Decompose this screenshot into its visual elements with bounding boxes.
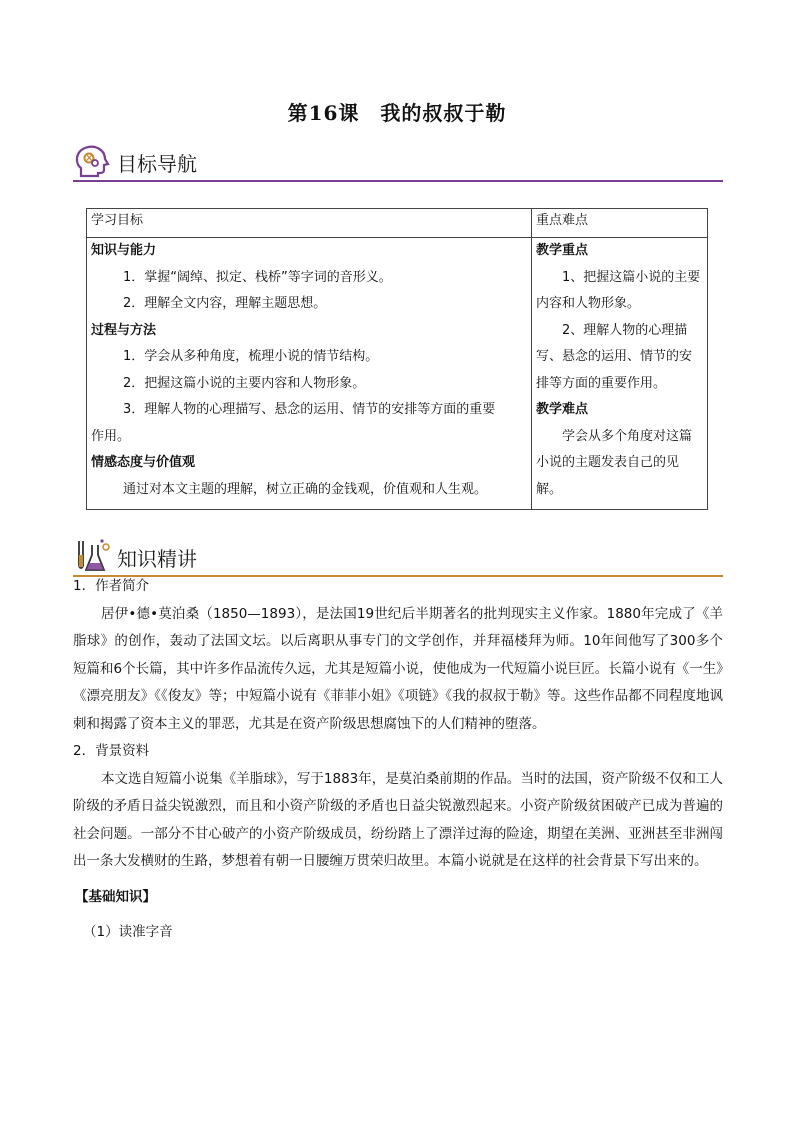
col-header-focus: 重点难点 [532, 209, 708, 238]
goal-item: 3．理解人物的心理描写、悬念的运用、情节的安排等方面的重要 [123, 402, 496, 417]
subheading-difficulties: 教学难点 [536, 402, 589, 417]
goal-item: 2．理解全文内容，理解主题思想。 [123, 296, 327, 311]
focus-item: 1、把握这篇小说的主要内容和人物形象。 [536, 269, 701, 311]
goal-item: 通过对本文主题的理解，树立正确的金钱观，价值观和人生观。 [123, 481, 488, 497]
background-paragraph: 本文选自短篇小说集《羊脂球》，写于1883年，是莫泊桑前期的作品。当时的法国，资产阶级不仅和工人阶级的矛盾日益尖锐激烈，而且和小资产阶级的矛盾也日益尖锐激烈起来。小资产阶级贫困破产已成为普遍的社会问题。一部分不甘心破产的小资产阶级成员，纷纷踏上了漂洋过海的险途，期望在美洲、亚洲甚至非洲闯出一条大发横财的生路，梦想着有朝一日腰缠万贯荣归故里。本篇小说就是在这样的社会背景下写出来的。 [73, 770, 723, 869]
goal-item-continued: 作用。 [91, 428, 131, 444]
goals-cell [87, 238, 532, 510]
focus-item: 学会从多个角度对这篇小说的主题发表自己的见解。 [536, 428, 693, 497]
knowledge-content [73, 573, 723, 947]
section-header-knowledge [73, 537, 723, 577]
basic-knowledge-heading: 【基础知识】 [75, 888, 156, 905]
subheading-key-points: 教学重点 [536, 243, 589, 258]
pronunciation-heading: （1）读准字音 [83, 924, 173, 940]
col-header-goals: 学习目标 [87, 209, 532, 238]
head-gears-icon [73, 142, 113, 182]
subheading-knowledge: 知识与能力 [91, 243, 157, 258]
subheading-values: 情感态度与价值观 [91, 455, 196, 470]
page-title: 第16课 我的叔叔于勒 [287, 101, 507, 125]
background-heading: 2．背景资料 [73, 743, 150, 759]
subheading-process: 过程与方法 [91, 322, 157, 338]
section-knowledge-label: 知识精讲 [117, 547, 197, 571]
section-divider [73, 180, 723, 182]
lab-flask-icon [73, 537, 113, 577]
focus-cell [532, 238, 708, 510]
goal-item: 1．掌握“阔绰、拟定、栈桥”等字词的音形义。 [123, 269, 392, 285]
author-heading: 1．作者简介 [73, 578, 150, 594]
goals-table [86, 208, 708, 510]
author-paragraph: 居伊•德•莫泊桑（1850—1893），是法国19世纪后半期著名的批判现实主义作家。1880年完成了《羊脂球》的创作，轰动了法国文坛。以后离职从事专门的文学创作，并拜福楼拜为师。10年间他写了300多个短篇和6个长篇，其中许多作品流传久远，尤其是短篇小说，使他成为一代短篇小说巨匠。长篇小说有《一生》《漂亮朋友》《《俊友》等；中短篇小说有《菲菲小姐》《项链》《我的叔叔于勒》等。这些作品都不同程度地讽刺和揭露了资本主义的罪恶，尤其是在资产阶级思想腐蚀下的人们精神的堕落。 [73, 605, 723, 732]
goal-item: 2．把握这篇小说的主要内容和人物形象。 [123, 375, 366, 391]
focus-item: 2、理解人物的心理描写、悬念的运用、情节的安排等方面的重要作用。 [536, 322, 693, 391]
section-header-goals [73, 142, 723, 182]
section-goals-label: 目标导航 [117, 152, 197, 176]
goal-item: 1．学会从多种角度，梳理小说的情节结构。 [123, 349, 379, 364]
